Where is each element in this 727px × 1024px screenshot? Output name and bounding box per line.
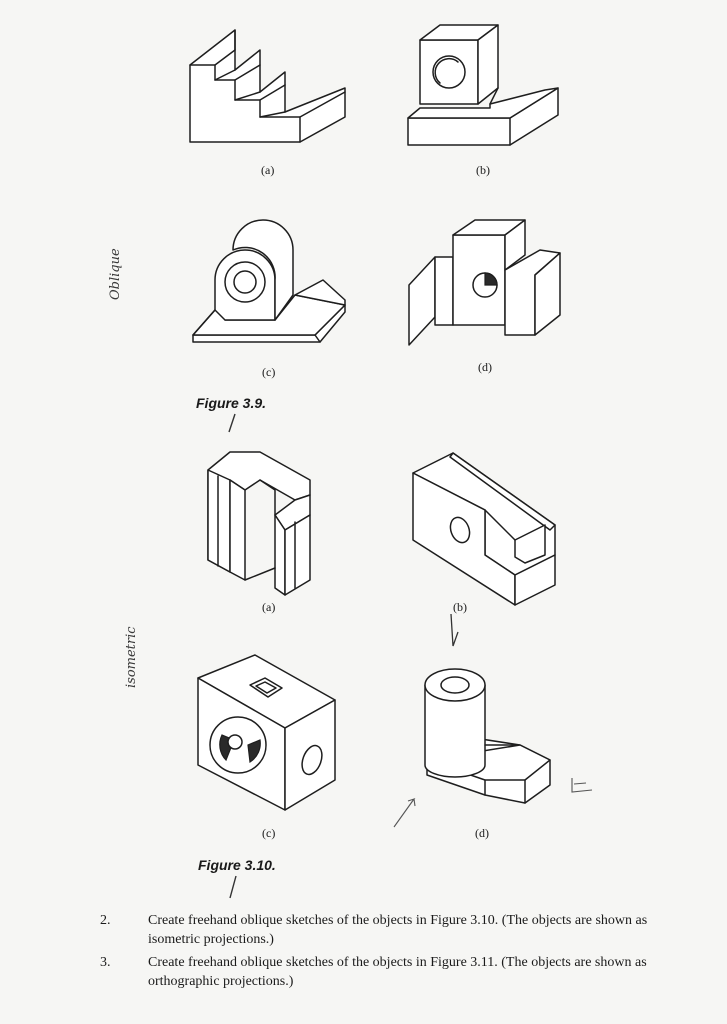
fig-3-9-caption-d: (d) [478, 360, 492, 374]
fig-3-10-caption-a: (a) [262, 600, 276, 614]
handwritten-note-isometric: isometric [124, 626, 139, 688]
fig-3-10-b-slotted-bracket [405, 445, 565, 615]
fig-3-9-caption-c: (c) [262, 365, 276, 379]
handwritten-note-oblique: Oblique [108, 248, 123, 300]
fig-3-9-c-pillow-block [185, 220, 355, 355]
fig-3-9-d-block-with-uprights [405, 215, 570, 350]
fig-3-10-a-u-frame [200, 440, 330, 605]
fig-3-9-caption-b: (b) [476, 163, 490, 177]
pen-arrow-mark-2 [390, 795, 420, 831]
fig-3-10-caption-d: (d) [475, 826, 489, 840]
fig-3-9-caption-a: (a) [261, 163, 275, 177]
pen-scribble-mark [568, 774, 596, 796]
exercise-2-text: Create freehand oblique sketches of the objects in Figure 3.10. (The objects are shown as isometric projections.) [148, 913, 648, 947]
exercise-3-number: 3. [100, 955, 111, 970]
fig-3-10-d-tube-on-plate [415, 655, 565, 810]
figure-3-10-title: Figure 3.10. [198, 857, 276, 873]
figure-3-9-title: Figure 3.9. [196, 395, 267, 411]
exercise-3-text: Create freehand oblique sketches of the objects in Figure 3.11. (The objects are shown as orthographic projections.) [148, 955, 647, 989]
fig-3-9-b-cube-on-base [400, 20, 570, 160]
pen-tick-mark [225, 412, 239, 434]
fig-3-10-c-block-with-holes [190, 650, 340, 820]
exercise-2-number: 2. [100, 913, 111, 928]
fig-3-10-caption-c: (c) [262, 826, 276, 840]
pen-tick-mark-2 [226, 874, 240, 900]
pen-arrow-mark [447, 612, 461, 650]
fig-3-10-caption-b: (b) [453, 600, 467, 614]
fig-3-9-a-stepped-block [180, 20, 355, 160]
